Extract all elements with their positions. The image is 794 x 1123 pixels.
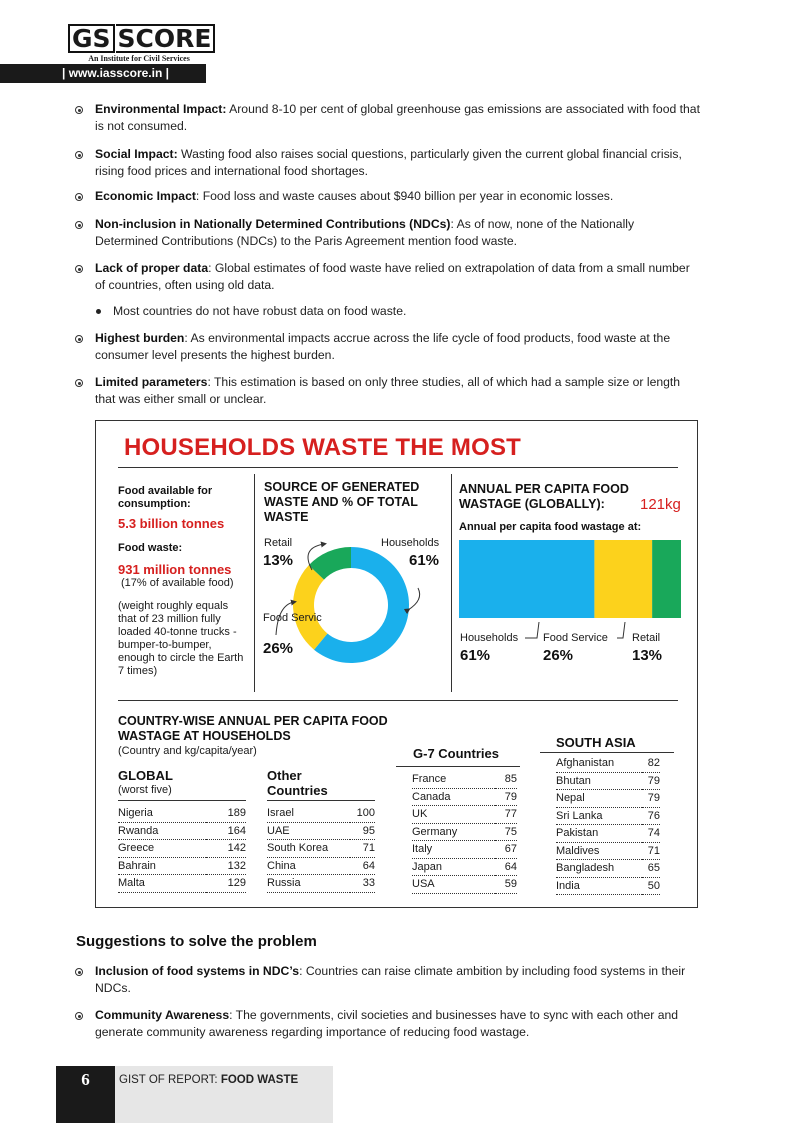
country-name: Afghanistan xyxy=(556,755,642,772)
country-value: 64 xyxy=(495,858,517,876)
sa-title: SOUTH ASIA xyxy=(556,735,636,750)
divider xyxy=(451,474,452,692)
country-name: China xyxy=(267,857,350,875)
country-name: Canada xyxy=(412,788,495,806)
infographic-title: HOUSEHOLDS WASTE THE MOST xyxy=(124,434,522,461)
table-row xyxy=(267,805,375,822)
country-value: 189 xyxy=(206,805,246,822)
country-value: 65 xyxy=(642,860,660,878)
food-available-value: 5.3 billion tonnes xyxy=(118,516,225,531)
country-name: UK xyxy=(412,806,495,824)
table-row xyxy=(556,807,660,825)
table-row xyxy=(118,822,246,840)
donut-pct-households: 61% xyxy=(409,552,440,569)
page-number: 6 xyxy=(56,1066,115,1094)
country-title: COUNTRY-WISE ANNUAL PER CAPITA FOOD WASTAGE AT HOUSEHOLDS xyxy=(118,714,388,743)
bar-label-retail: Retail xyxy=(632,632,661,644)
donut-label-households: Households xyxy=(381,537,440,549)
donut-label-food-service: Food Servic xyxy=(263,612,322,624)
sa-table xyxy=(556,755,660,895)
suggestion-community-awareness: Community Awareness: The governments, civil societies and businesses have to sync with each other and generate community awareness regarding importance of reducing food wastage. xyxy=(95,1008,679,1039)
bar-pct-retail: 13% xyxy=(632,647,663,664)
country-name: UAE xyxy=(267,822,350,840)
table-row xyxy=(556,755,660,772)
table-row xyxy=(412,806,517,824)
source-title: SOURCE OF GENERATED WASTE AND % OF TOTAL WASTE xyxy=(264,480,420,524)
bullet-highest-burden: Highest burden: As environmental impacts accrue across the life cycle of food products, food waste at the consumer level presents the highest burden. xyxy=(95,331,671,362)
table-row xyxy=(412,771,517,788)
stacked-bar xyxy=(459,540,681,620)
bullet-economic-impact: Economic Impact: Food loss and waste causes about $940 billion per year in economic losses. xyxy=(95,189,614,203)
country-value: 64 xyxy=(350,857,375,875)
country-name: USA xyxy=(412,876,495,894)
country-value: 33 xyxy=(350,875,375,893)
country-value: 59 xyxy=(495,876,517,894)
bar-label-food-service: Food Service xyxy=(543,632,608,644)
country-value: 79 xyxy=(495,788,517,806)
country-value: 95 xyxy=(350,822,375,840)
bullet-icon xyxy=(75,265,83,273)
bullet-non-inclusion: Non-inclusion in Nationally Determined Contributions (NDCs): As of now, none of the Nationally Determined Contributions (NDCs) to the Paris Agreement mention food waste. xyxy=(95,217,635,248)
country-subtitle: (Country and kg/capita/year) xyxy=(118,745,257,757)
country-name: Sri Lanka xyxy=(556,807,642,825)
country-name: Maldives xyxy=(556,842,642,860)
sub-bullet-icon xyxy=(96,309,101,314)
country-value: 82 xyxy=(642,755,660,772)
bullet-icon xyxy=(75,379,83,387)
food-available-label: Food available for consumption: xyxy=(118,485,213,510)
bullet-lack-of-data: Lack of proper data: Global estimates of food waste have relied on extrapolation of data from a small number of countries, often using old data. xyxy=(95,261,690,292)
divider xyxy=(396,766,520,767)
bullet-environmental-impact: Environmental Impact: Around 8-10 per cent of global greenhouse gas emissions are associated with food that is not consumed. xyxy=(95,102,700,133)
donut-label-retail: Retail xyxy=(264,537,293,549)
g7-table xyxy=(412,771,517,894)
food-waste-value: 931 million tonnes xyxy=(118,562,232,577)
global-subtitle: (worst five) xyxy=(118,784,172,796)
table-row xyxy=(556,825,660,843)
annual-subtitle: Annual per capita food wastage at: xyxy=(459,521,642,533)
donut-pct-food-service: 26% xyxy=(263,640,294,657)
bullet-icon xyxy=(75,221,83,229)
sub-bullet-robust-data: Most countries do not have robust data on food waste. xyxy=(113,304,407,318)
country-value: 75 xyxy=(495,823,517,841)
country-name: Germany xyxy=(412,823,495,841)
bar-pct-food-service: 26% xyxy=(543,647,574,664)
table-row xyxy=(412,858,517,876)
bullet-icon xyxy=(75,193,83,201)
bar-segment-food-service xyxy=(594,540,652,618)
country-value: 142 xyxy=(206,840,246,858)
g7-title: G-7 Countries xyxy=(413,746,499,761)
country-name: India xyxy=(556,877,642,895)
country-value: 50 xyxy=(642,877,660,895)
table-row xyxy=(412,823,517,841)
table-row xyxy=(267,840,375,858)
other-title: Other Countries xyxy=(267,768,328,798)
suggestions-heading: Suggestions to solve the problem xyxy=(76,933,317,950)
table-row xyxy=(556,877,660,895)
logo-score: SCORE xyxy=(116,24,216,53)
country-name: Rwanda xyxy=(118,822,206,840)
logo-tagline: An Institute for Civil Services xyxy=(88,54,190,63)
country-name: Russia xyxy=(267,875,350,893)
country-name: France xyxy=(412,771,495,788)
table-row xyxy=(556,860,660,878)
food-waste-percent: (17% of available food) xyxy=(121,577,234,589)
food-waste-note: (weight roughly equals that of 23 million fully loaded 40-tonne trucks - bumper-to-bumper, enough to circle the Earth 7 times) xyxy=(118,600,244,677)
global-title: GLOBAL xyxy=(118,768,173,783)
footer-block xyxy=(56,1094,115,1123)
table-row xyxy=(412,841,517,859)
bar-segment-households xyxy=(459,540,594,618)
country-value: 71 xyxy=(642,842,660,860)
divider xyxy=(267,800,375,801)
country-value: 79 xyxy=(642,772,660,790)
divider xyxy=(118,700,678,701)
country-value: 71 xyxy=(350,840,375,858)
country-name: Bangladesh xyxy=(556,860,642,878)
country-name: Nepal xyxy=(556,790,642,808)
table-row xyxy=(556,790,660,808)
country-value: 132 xyxy=(206,857,246,875)
table-row xyxy=(412,876,517,894)
country-value: 85 xyxy=(495,771,517,788)
table-row xyxy=(267,857,375,875)
country-value: 79 xyxy=(642,790,660,808)
country-name: Italy xyxy=(412,841,495,859)
households-arrow xyxy=(408,588,420,610)
suggestion-food-systems: Inclusion of food systems in NDC’s: Countries can raise climate ambition by including food systems in their NDCs. xyxy=(95,964,686,995)
country-name: Israel xyxy=(267,805,350,822)
country-name: South Korea xyxy=(267,840,350,858)
table-row xyxy=(556,842,660,860)
bar-segment-retail xyxy=(652,540,681,618)
bullet-icon xyxy=(75,151,83,159)
country-value: 164 xyxy=(206,822,246,840)
bar-label-households: Households xyxy=(460,632,519,644)
country-name: Greece xyxy=(118,840,206,858)
food-waste-label: Food waste: xyxy=(118,542,183,554)
country-value: 76 xyxy=(642,807,660,825)
donut-pct-retail: 13% xyxy=(263,552,294,569)
table-row xyxy=(118,875,246,893)
country-name: Pakistan xyxy=(556,825,642,843)
annual-value: 121kg xyxy=(640,496,681,513)
divider xyxy=(540,752,674,753)
divider xyxy=(254,474,255,692)
table-row xyxy=(267,822,375,840)
global-table xyxy=(118,805,246,893)
country-value: 67 xyxy=(495,841,517,859)
logo-gs: GS xyxy=(68,24,115,53)
country-name: Nigeria xyxy=(118,805,206,822)
site-url-bar[interactable]: | www.iasscore.in | xyxy=(0,64,206,83)
country-name: Japan xyxy=(412,858,495,876)
country-name: Malta xyxy=(118,875,206,893)
country-value: 100 xyxy=(350,805,375,822)
table-row xyxy=(412,788,517,806)
logo xyxy=(68,24,212,63)
bar-pct-households: 61% xyxy=(460,647,491,664)
bullet-icon xyxy=(75,335,83,343)
country-value: 129 xyxy=(206,875,246,893)
bullet-icon xyxy=(75,968,83,976)
table-row xyxy=(118,857,246,875)
bullet-limited-parameters: Limited parameters: This estimation is based on only three studies, all of which had a sample size or length that was either small or unclear. xyxy=(95,375,681,406)
footer-block xyxy=(115,1094,333,1123)
table-row xyxy=(267,875,375,893)
table-row xyxy=(118,805,246,822)
divider xyxy=(118,467,678,468)
country-name: Bahrain xyxy=(118,857,206,875)
bullet-icon xyxy=(75,1012,83,1020)
bullet-social-impact: Social Impact: Wasting food also raises social questions, particularly given the current global financial crisis, rising food prices and international food shortages. xyxy=(95,147,682,178)
other-table xyxy=(267,805,375,893)
bullet-icon xyxy=(75,106,83,114)
annual-title: ANNUAL PER CAPITA FOOD WASTAGE (GLOBALLY): xyxy=(459,482,629,511)
country-value: 74 xyxy=(642,825,660,843)
country-value: 77 xyxy=(495,806,517,824)
divider xyxy=(118,800,246,801)
table-row xyxy=(118,840,246,858)
table-row xyxy=(556,772,660,790)
country-name: Bhutan xyxy=(556,772,642,790)
footer-title: GIST OF REPORT: FOOD WASTE xyxy=(115,1066,333,1094)
